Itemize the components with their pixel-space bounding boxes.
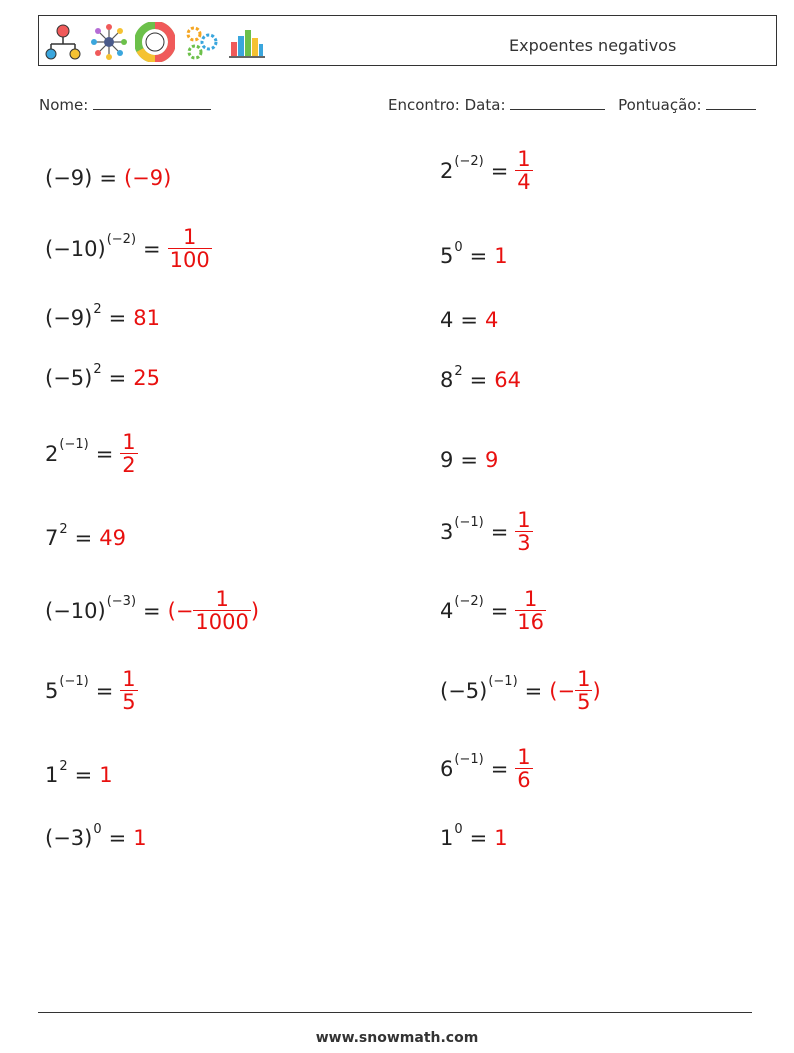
session-label: Encontro: Data: xyxy=(388,96,506,114)
answer xyxy=(485,308,498,332)
equals-sign: = xyxy=(524,678,543,703)
answer-fraction xyxy=(515,746,532,791)
problem-base: 1 xyxy=(440,826,454,850)
problem-item xyxy=(45,226,212,271)
problem-item xyxy=(45,668,138,713)
equals-sign: = xyxy=(469,826,488,850)
problem-item xyxy=(440,448,498,472)
equals-sign: = xyxy=(490,756,509,781)
fraction-denominator: 5 xyxy=(577,690,591,715)
answer-fraction xyxy=(515,588,546,633)
problem-base: 5 xyxy=(45,678,59,703)
date-blank[interactable] xyxy=(510,95,605,110)
fraction-numerator: 1 xyxy=(182,225,197,249)
problem-item xyxy=(440,821,508,850)
problem-base: 8 xyxy=(440,368,454,392)
answer-value: (−9) xyxy=(123,166,172,190)
answer-fraction xyxy=(168,226,212,271)
problem-item xyxy=(45,521,126,550)
problem-base: (−10) xyxy=(45,236,106,261)
fraction-denominator: 3 xyxy=(517,531,531,556)
fraction-numerator: 1 xyxy=(517,745,531,769)
problem-item xyxy=(440,239,508,268)
problem-item xyxy=(440,509,533,554)
equals-sign: = xyxy=(490,158,509,183)
problem-exponent: (−1) xyxy=(59,437,89,453)
answer-fraction xyxy=(120,668,137,713)
problem-item xyxy=(45,588,259,633)
worksheet-title: Expoentes negativos xyxy=(509,36,677,55)
problem-exponent: (−2) xyxy=(106,232,137,248)
equals-sign: = xyxy=(108,826,127,850)
answer-suffix: ) xyxy=(592,678,601,703)
answer xyxy=(549,668,600,713)
answer-value: 1 xyxy=(494,826,508,850)
answer xyxy=(515,746,532,791)
hierarchy-icon xyxy=(43,22,83,62)
answer xyxy=(515,588,546,633)
name-field xyxy=(39,95,211,114)
fraction-denominator: 5 xyxy=(122,690,136,715)
fraction-numerator: 1 xyxy=(517,508,531,532)
problem-base: 4 xyxy=(440,598,454,623)
answer xyxy=(515,509,532,554)
answer xyxy=(494,826,507,850)
answer xyxy=(133,366,160,390)
problem-base: 2 xyxy=(45,441,59,466)
fraction-denominator: 100 xyxy=(169,248,210,273)
problem-exponent: 0 xyxy=(93,821,102,837)
fraction-numerator: 1 xyxy=(523,587,538,611)
problem-exponent: (−2) xyxy=(454,154,484,170)
equals-sign: = xyxy=(74,763,93,787)
logo-strip xyxy=(43,22,267,62)
answer xyxy=(124,166,171,190)
problem-item xyxy=(440,746,533,791)
donut-chart-icon xyxy=(135,22,175,62)
equals-sign: = xyxy=(74,526,93,550)
problem-base: (−5) xyxy=(45,366,93,390)
problem-exponent: 2 xyxy=(59,521,68,537)
network-icon xyxy=(89,22,129,62)
fraction-denominator: 6 xyxy=(517,768,531,793)
name-blank[interactable] xyxy=(93,95,211,110)
equals-sign: = xyxy=(143,236,161,261)
problem-base: 3 xyxy=(440,519,454,544)
problem-item xyxy=(440,668,601,713)
fraction-numerator: 1 xyxy=(122,667,136,691)
answer xyxy=(99,526,126,550)
answer xyxy=(168,588,259,633)
answer xyxy=(133,306,160,330)
answer-fraction xyxy=(515,509,532,554)
problem-base: 1 xyxy=(45,763,59,787)
fraction-numerator: 1 xyxy=(517,147,531,171)
answer xyxy=(133,826,146,850)
answer-prefix: (− xyxy=(167,598,194,623)
fraction-numerator: 1 xyxy=(122,430,136,454)
answer xyxy=(120,431,137,476)
problem-base: (−5) xyxy=(440,678,488,703)
problem-base: (−10) xyxy=(45,598,106,623)
answer-prefix: (− xyxy=(549,678,576,703)
score-label: Pontuação: xyxy=(618,96,702,114)
answer xyxy=(515,148,532,193)
gears-icon xyxy=(181,22,221,62)
answer-value: 9 xyxy=(484,448,499,472)
answer-value: 1 xyxy=(99,763,113,787)
fraction-denominator: 16 xyxy=(517,610,545,635)
problem-item xyxy=(440,148,533,193)
problem-exponent: (−1) xyxy=(454,515,484,531)
answer xyxy=(494,368,521,392)
fraction-denominator: 2 xyxy=(122,453,136,478)
equals-sign: = xyxy=(460,308,478,332)
problem-base: 5 xyxy=(440,244,454,268)
fraction-numerator: 1 xyxy=(577,667,591,691)
score-blank[interactable] xyxy=(706,95,756,110)
equals-sign: = xyxy=(469,368,488,392)
problem-base: (−9) xyxy=(45,166,93,190)
fraction-denominator: 4 xyxy=(517,170,531,195)
problem-exponent: 2 xyxy=(59,758,68,774)
problem-base: (−9) xyxy=(45,306,93,330)
answer xyxy=(485,448,498,472)
fraction-denominator: 1000 xyxy=(195,610,249,635)
equals-sign: = xyxy=(469,244,488,268)
equals-sign: = xyxy=(490,519,509,544)
header-box xyxy=(38,15,777,66)
answer-value: 81 xyxy=(133,306,160,330)
problem-exponent: 2 xyxy=(454,363,463,379)
problem-exponent: (−1) xyxy=(454,752,484,768)
footer-divider xyxy=(38,1012,752,1013)
answer-value: 64 xyxy=(494,368,521,392)
answer-fraction xyxy=(515,148,532,193)
session-field xyxy=(388,95,756,114)
answer-value: 1 xyxy=(494,244,508,268)
equals-sign: = xyxy=(108,366,127,390)
answer-fraction xyxy=(575,668,592,713)
equals-sign: = xyxy=(460,448,478,472)
answer-fraction xyxy=(120,431,137,476)
problem-item xyxy=(440,363,521,392)
equals-sign: = xyxy=(108,306,127,330)
problem-base: 4 xyxy=(440,308,454,332)
equals-sign: = xyxy=(99,166,117,190)
problem-exponent: 2 xyxy=(93,301,102,317)
footer-url: www.snowmath.com xyxy=(315,1030,479,1046)
answer-value: 25 xyxy=(133,366,160,390)
answer-suffix: ) xyxy=(250,598,260,623)
problem-exponent: 0 xyxy=(454,239,463,255)
problem-exponent: (−3) xyxy=(106,594,137,610)
problem-item xyxy=(45,758,113,787)
equals-sign: = xyxy=(95,678,114,703)
problem-item xyxy=(45,821,147,850)
problem-item xyxy=(45,361,160,390)
equals-sign: = xyxy=(95,441,114,466)
name-label: Nome: xyxy=(39,96,89,114)
answer-fraction xyxy=(193,588,250,633)
problem-base: 7 xyxy=(45,526,59,550)
problem-exponent: (−1) xyxy=(488,674,518,690)
problem-item xyxy=(45,431,138,476)
problem-item xyxy=(45,166,171,190)
problem-item xyxy=(440,308,498,332)
problem-exponent: (−1) xyxy=(59,674,89,690)
problem-exponent: (−2) xyxy=(454,594,484,610)
answer xyxy=(99,763,112,787)
answer-value: 49 xyxy=(99,526,126,550)
problem-item xyxy=(440,588,546,633)
equals-sign: = xyxy=(143,598,161,623)
problem-base: 9 xyxy=(440,448,454,472)
answer xyxy=(168,226,212,271)
equals-sign: = xyxy=(490,598,509,623)
answer-value: 4 xyxy=(484,308,499,332)
problem-base: 2 xyxy=(440,158,454,183)
problem-base: (−3) xyxy=(45,826,93,850)
answer xyxy=(494,244,507,268)
answer-value: 1 xyxy=(133,826,147,850)
bar-chart-icon xyxy=(227,22,267,62)
problem-exponent: 0 xyxy=(454,821,463,837)
problem-base: 6 xyxy=(440,756,454,781)
problem-item xyxy=(45,301,160,330)
fraction-numerator: 1 xyxy=(215,587,229,611)
problem-exponent: 2 xyxy=(93,361,102,377)
answer xyxy=(120,668,137,713)
